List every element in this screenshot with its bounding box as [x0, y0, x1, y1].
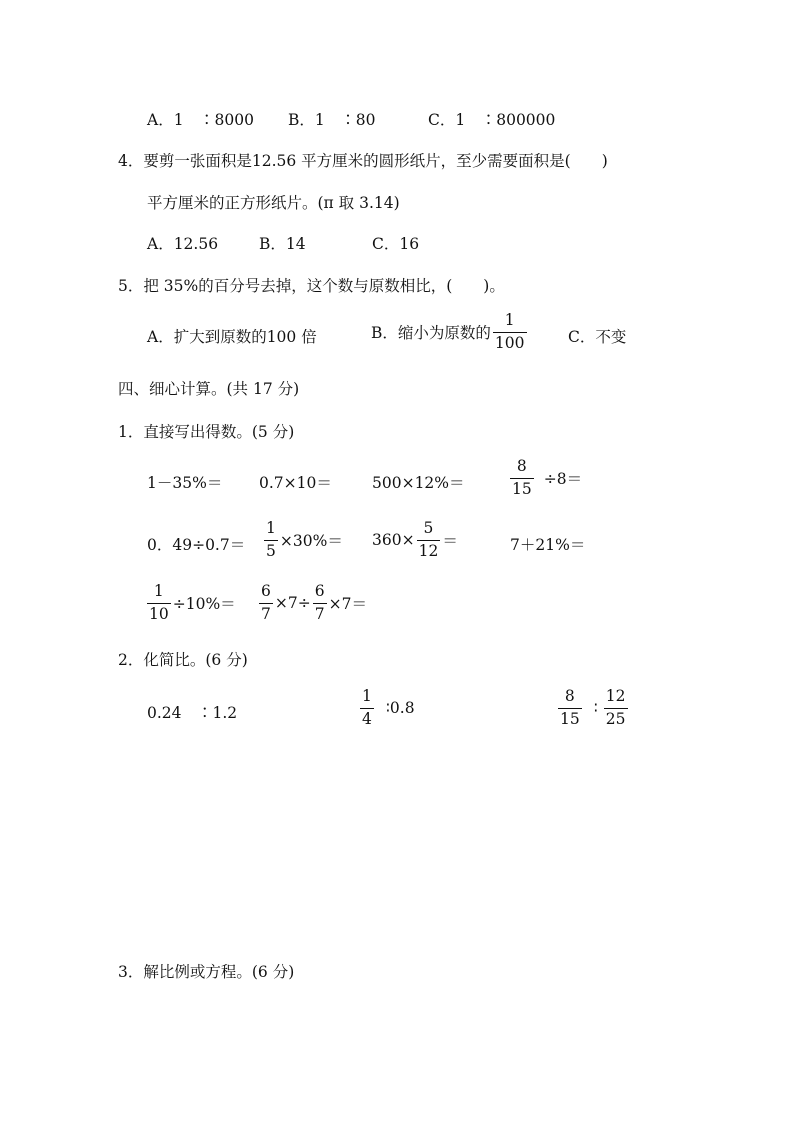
ratio-2-rest: ∶0.8 [385, 699, 415, 717]
part3-title: 3．解比例或方程。(6 分) [118, 963, 295, 981]
fraction-numerator: 1 [362, 687, 372, 705]
calc-r2c3-fraction [417, 521, 441, 559]
fraction-numerator: 6 [261, 582, 271, 600]
ratio-3-fraction-2 [604, 689, 628, 727]
ratio-2 [358, 689, 415, 727]
q4-stem-line1: 4．要剪一张面积是12.56 平方厘米的圆形纸片，至少需要面积是( ) [118, 152, 608, 170]
calc-r2c2-fraction [264, 521, 278, 559]
fraction-numerator: 5 [423, 519, 434, 537]
fraction-denominator: 5 [266, 541, 276, 560]
ratio-2-fraction [360, 689, 374, 727]
calc-r3c2-mid: ×7÷ [274, 594, 311, 612]
calc-r3c2-rest: ×7＝ [328, 595, 367, 613]
fraction-numerator: 1 [153, 582, 164, 600]
calc-r1c4-fraction [510, 459, 534, 497]
q5-option-c: C．不变 [568, 328, 627, 346]
calc-r2c2 [262, 521, 343, 559]
calc-r2c3-rest: ＝ [442, 532, 458, 550]
calc-r3c1 [145, 584, 236, 622]
q5-option-b-prefix: B．缩小为原数的 [371, 324, 491, 342]
q4-option-b: B．14 [259, 235, 306, 253]
calc-r2c1: 0．49÷0.7＝ [147, 536, 246, 554]
fraction-denominator: 100 [494, 333, 525, 352]
q3-option-a: A．1 ∶8000 [147, 111, 255, 129]
calc-r2c4: 7＋21%＝ [510, 536, 586, 554]
calc-r1c4 [508, 459, 582, 497]
fraction-denominator: 7 [314, 604, 325, 623]
q3-option-c: C．1 ∶800000 [428, 111, 556, 129]
fraction-denominator: 10 [149, 604, 169, 623]
ratio-1: 0.24 ∶1.2 [147, 704, 238, 722]
calc-r1c2: 0.7×10＝ [259, 474, 332, 492]
q5-option-a: A．扩大到原数的100 倍 [147, 328, 317, 346]
q4-option-c: C．16 [372, 235, 420, 253]
q3-option-b: B．1 ∶80 [288, 111, 376, 129]
calc-r3c1-fraction [147, 584, 171, 622]
q5-option-b-fraction [493, 313, 527, 351]
ratio-3-separator: ∶ [593, 699, 598, 717]
calc-r1c4-rest: ÷8＝ [543, 470, 583, 488]
calc-r1c1: 1－35%＝ [147, 474, 223, 492]
fraction-numerator: 6 [314, 582, 325, 600]
q5-option-b [371, 313, 529, 351]
q4-stem-line2: 平方厘米的正方形纸片。(π 取 3.14) [147, 194, 400, 212]
calc-r2c2-rest: ×30%＝ [279, 532, 343, 550]
fraction-numerator: 8 [516, 457, 527, 475]
fraction-denominator: 25 [605, 709, 626, 728]
fraction-numerator: 12 [605, 687, 626, 705]
part2-title: 2．化简比。(6 分) [118, 651, 248, 669]
calc-r3c2 [257, 584, 367, 622]
calc-r3c2-fraction-2 [313, 584, 327, 622]
calc-r2c3 [372, 521, 458, 559]
ratio-3 [556, 689, 630, 727]
fraction-denominator: 15 [512, 479, 532, 498]
fraction-denominator: 4 [362, 709, 372, 728]
calc-r2c3-pre: 360× [372, 531, 415, 549]
fraction-numerator: 1 [504, 311, 515, 329]
part1-title: 1．直接写出得数。(5 分) [118, 423, 295, 441]
q5-stem: 5．把 35%的百分号去掉，这个数与原数相比，( )。 [118, 277, 505, 295]
calc-r3c2-fraction-1 [259, 584, 273, 622]
calc-r3c1-rest: ÷10%＝ [172, 595, 236, 613]
fraction-numerator: 8 [564, 687, 575, 705]
calc-r1c3: 500×12%＝ [372, 474, 465, 492]
fraction-denominator: 15 [560, 709, 580, 728]
fraction-denominator: 12 [418, 541, 439, 560]
q4-option-a: A．12.56 [147, 235, 219, 253]
ratio-3-fraction-1 [558, 689, 582, 727]
section-title: 四、细心计算。(共 17 分) [118, 380, 300, 398]
fraction-numerator: 1 [266, 519, 276, 537]
fraction-denominator: 7 [261, 604, 271, 623]
